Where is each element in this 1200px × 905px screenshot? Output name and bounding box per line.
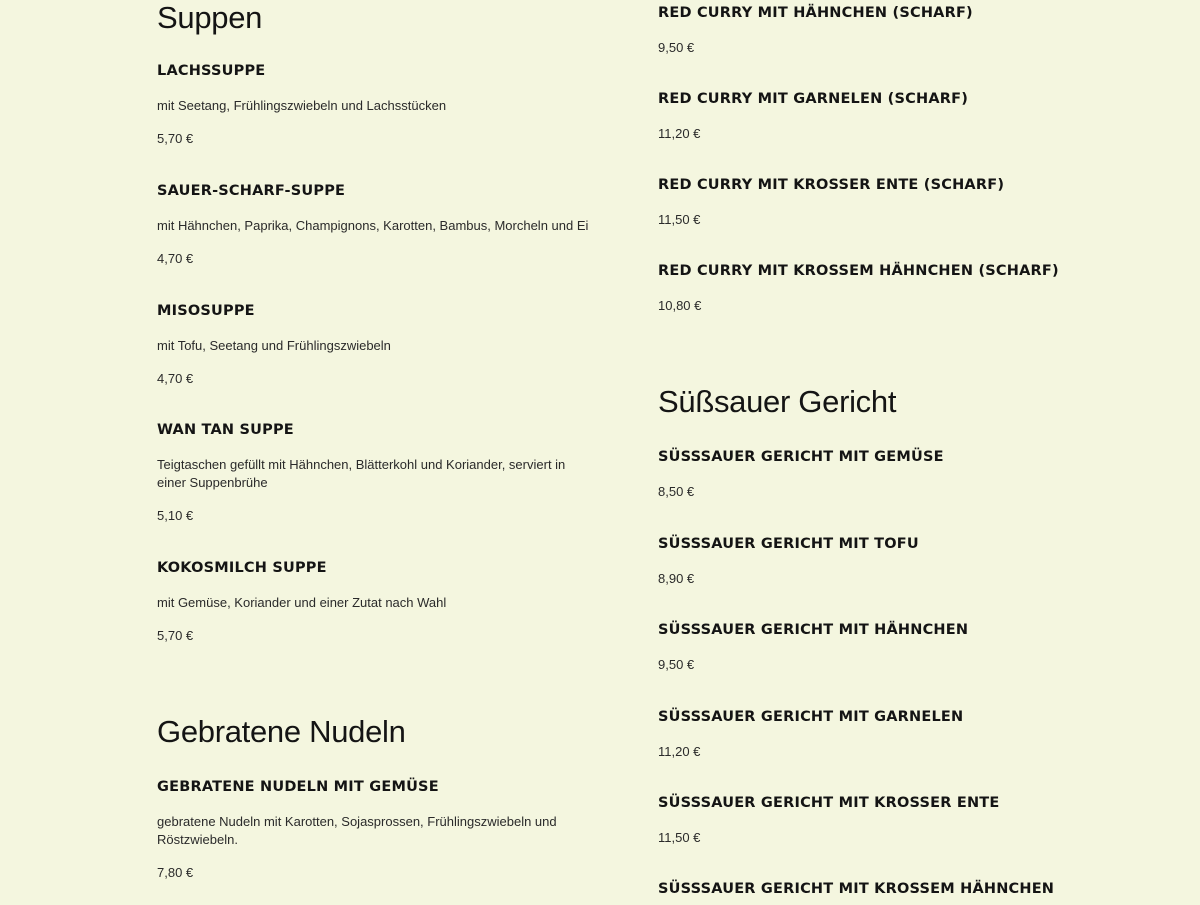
menu-item-price: 9,50 € (658, 657, 695, 672)
menu-item[interactable] (658, 879, 1098, 899)
menu-item-price: 5,10 € (157, 508, 194, 523)
menu-item[interactable] (658, 793, 1098, 847)
menu-item-description: mit Gemüse, Koriander und einer Zutat nach Wahl (157, 595, 447, 610)
menu-item[interactable] (658, 261, 1098, 315)
menu-item[interactable] (658, 620, 1098, 674)
menu-item-name: GEBRATENE NUDELN MIT GEMÜSE (157, 779, 439, 795)
menu-item-name: SÜSSSAUER GERICHT MIT KROSSEM HÄHNCHEN (658, 881, 1055, 897)
menu-item[interactable] (157, 777, 597, 882)
menu-item[interactable] (658, 447, 1098, 501)
menu-item-name: RED CURRY MIT KROSSER ENTE (SCHARF) (658, 177, 1005, 193)
menu-item-description: gebratene Nudeln mit Karotten, Sojasprossen, Frühlingszwiebeln und Röstzwiebeln. (157, 814, 557, 847)
menu-item-description: mit Hähnchen, Paprika, Champignons, Karotten, Bambus, Morcheln und Ei (157, 218, 589, 233)
section-title-suppen: Suppen (157, 0, 263, 35)
menu-item[interactable] (658, 3, 1098, 57)
section-title-gebratene-nudeln: Gebratene Nudeln (157, 714, 406, 749)
menu-item[interactable] (157, 181, 597, 268)
menu-item[interactable] (658, 534, 1098, 588)
menu-item-price: 8,90 € (658, 571, 695, 586)
menu-item-name: KOKOSMILCH SUPPE (157, 560, 327, 576)
menu-item-price: 4,70 € (157, 371, 194, 386)
menu-item[interactable] (658, 89, 1098, 143)
menu-item-price: 11,20 € (658, 126, 701, 141)
menu-item-price: 9,50 € (658, 40, 695, 55)
menu-item-price: 11,20 € (658, 744, 701, 759)
menu-item-name: SÜSSSAUER GERICHT MIT TOFU (658, 536, 919, 552)
menu-item-name: RED CURRY MIT KROSSEM HÄHNCHEN (SCHARF) (658, 263, 1059, 279)
menu-item[interactable] (157, 420, 597, 525)
menu-item[interactable] (157, 301, 597, 388)
menu-item-price: 10,80 € (658, 298, 702, 313)
menu-item-price: 11,50 € (658, 830, 701, 845)
menu-item-name: RED CURRY MIT GARNELEN (SCHARF) (658, 91, 969, 107)
menu-item[interactable] (658, 707, 1098, 761)
menu-item-name: SÜSSSAUER GERICHT MIT HÄHNCHEN (658, 622, 969, 638)
menu-item-description: mit Seetang, Frühlingszwiebeln und Lachsstücken (157, 98, 447, 113)
menu-item-name: LACHSSUPPE (157, 63, 266, 79)
menu-item[interactable] (658, 175, 1098, 229)
menu-item-description: mit Tofu, Seetang und Frühlingszwiebeln (157, 338, 391, 353)
menu-item-price: 5,70 € (157, 131, 194, 146)
section-title-suesssauer: Süßsauer Gericht (658, 384, 897, 419)
menu-item-price: 7,80 € (157, 865, 194, 880)
menu-item-name: SÜSSSAUER GERICHT MIT KROSSER ENTE (658, 795, 1000, 811)
menu-item-price: 4,70 € (157, 251, 194, 266)
menu-item-price: 8,50 € (658, 484, 695, 499)
menu-item-price: 11,50 € (658, 212, 701, 227)
menu-item-name: WAN TAN SUPPE (157, 422, 294, 438)
menu-item[interactable] (157, 558, 597, 645)
menu-item[interactable] (157, 61, 597, 148)
menu-item-name: SÜSSSAUER GERICHT MIT GEMÜSE (658, 449, 944, 465)
menu-item-description: Teigtaschen gefüllt mit Hähnchen, Blätterkohl und Koriander, serviert in einer Suppenbrühe (157, 457, 566, 490)
menu-item-name: RED CURRY MIT HÄHNCHEN (SCHARF) (658, 5, 973, 21)
menu-item-price: 5,70 € (157, 628, 194, 643)
menu-item-name: SAUER-SCHARF-SUPPE (157, 183, 346, 199)
menu-item-name: MISOSUPPE (157, 303, 255, 319)
menu-item-name: SÜSSSAUER GERICHT MIT GARNELEN (658, 709, 964, 725)
